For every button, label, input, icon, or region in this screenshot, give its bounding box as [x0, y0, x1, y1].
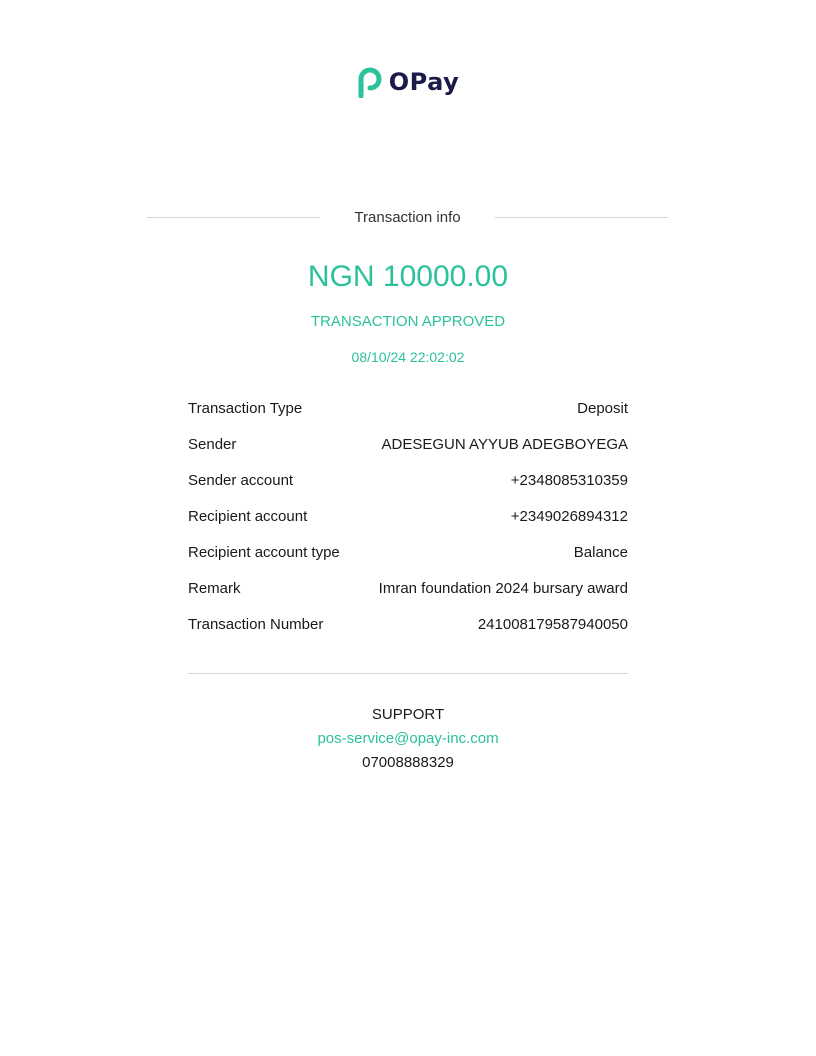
- detail-label: Sender: [188, 435, 237, 453]
- detail-value: Balance: [573, 543, 628, 561]
- detail-value: +2349026894312: [510, 507, 628, 525]
- support-title: SUPPORT: [371, 706, 445, 723]
- transaction-details: [188, 390, 628, 642]
- support-section: [0, 705, 816, 777]
- detail-label: Transaction Type: [188, 399, 303, 417]
- section-title: Transaction info: [354, 209, 461, 226]
- header-rule-right: [495, 217, 668, 218]
- transaction-status: TRANSACTION APPROVED: [310, 313, 506, 330]
- detail-row-recipient-account-type: [188, 534, 628, 570]
- detail-row-sender-account: [188, 462, 628, 498]
- transaction-info-header: [147, 209, 668, 226]
- support-phone[interactable]: 07008888329: [362, 754, 454, 771]
- detail-label: Remark: [188, 579, 241, 597]
- detail-value: +2348085310359: [510, 471, 628, 489]
- detail-label: Sender account: [188, 471, 294, 489]
- detail-row-transaction-type: [188, 390, 628, 426]
- detail-label: Recipient account type: [188, 543, 340, 561]
- detail-value: ADESEGUN AYYUB ADEGBOYEGA: [381, 435, 628, 453]
- transaction-datetime: 08/10/24 22:02:02: [351, 349, 465, 365]
- brand-name: OPay: [388, 68, 460, 96]
- detail-label: Recipient account: [188, 507, 308, 525]
- detail-row-transaction-number: [188, 606, 628, 642]
- detail-value: Deposit: [577, 399, 628, 417]
- detail-row-remark: [188, 570, 628, 606]
- section-divider: [188, 673, 628, 674]
- detail-value: Imran foundation 2024 bursary award: [378, 579, 628, 597]
- detail-row-sender: [188, 426, 628, 462]
- detail-label: Transaction Number: [188, 615, 324, 633]
- header-rule-left: [147, 217, 320, 218]
- detail-row-recipient-account: [188, 498, 628, 534]
- opay-logo: [0, 66, 816, 98]
- opay-p-icon: [357, 66, 383, 98]
- support-email-link[interactable]: pos-service@opay-inc.com: [317, 730, 499, 747]
- transaction-amount: NGN 10000.00: [307, 260, 509, 293]
- detail-value: 241008179587940050: [477, 615, 628, 633]
